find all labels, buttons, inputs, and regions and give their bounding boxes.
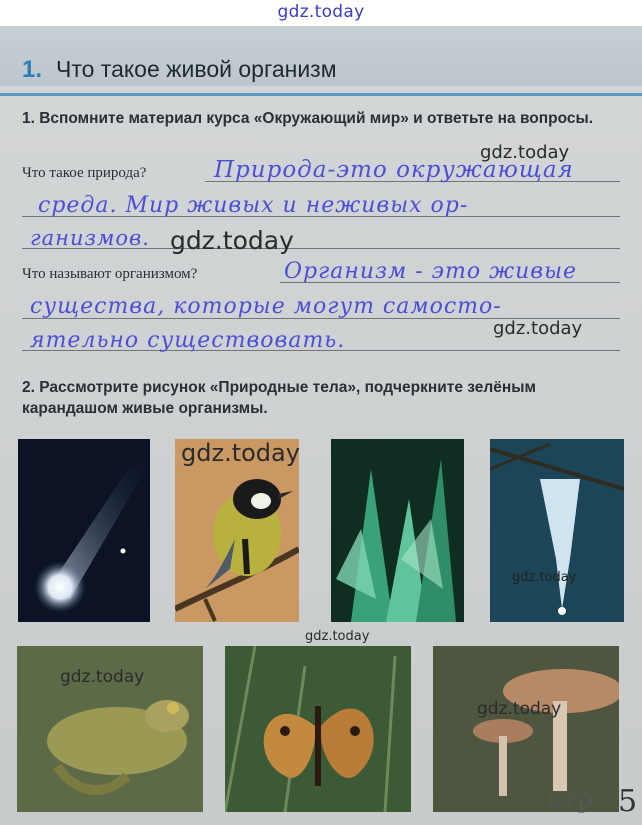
watermark: gdz.today: [305, 629, 370, 644]
handwritten-answer: ятельно существовать.: [30, 328, 346, 353]
handwritten-answer: существа, которые могут самосто-: [30, 294, 502, 319]
watermark: gdz.today: [512, 570, 577, 585]
task2-text: 2. Рассмотрите рисунок «Природные тела», подчеркните зелёным карандашом живые организмы.: [22, 379, 536, 417]
watermark: gdz.today: [493, 318, 583, 339]
handwritten-answer: среда. Мир живых и неживых ор-: [38, 193, 469, 218]
handwritten-answer: Организм - это живые: [284, 259, 578, 284]
watermark: gdz.today: [477, 699, 562, 719]
watermark: gdz.today: [480, 142, 570, 163]
watermark: gdz.today: [170, 226, 294, 255]
comet-photo: [18, 439, 150, 622]
section-number: 1.: [22, 56, 43, 83]
page-number: 5: [618, 784, 638, 819]
top-watermark: gdz.today: [277, 2, 365, 22]
workbook-page: [0, 26, 642, 825]
section-divider: [0, 93, 642, 96]
butterfly-photo: [225, 646, 411, 812]
handwritten-answer: Природа-это окружающая: [214, 157, 574, 183]
page-prefix: стр.: [548, 784, 602, 814]
crystal-photo: [331, 439, 464, 622]
icicle-photo: [490, 439, 624, 622]
task1-text: 1. Вспомните материал курса «Окружающий мир» и ответьте на вопросы.: [22, 110, 594, 127]
section-title: Что такое живой организм: [56, 56, 337, 82]
watermark: gdz.today: [60, 667, 145, 687]
handwritten-answer: ганизмов.: [30, 226, 150, 250]
question-nature-label: Что такое природа?: [22, 165, 147, 181]
watermark: gdz.today: [181, 439, 300, 467]
question-organism-label: Что называют организмом?: [22, 266, 198, 282]
